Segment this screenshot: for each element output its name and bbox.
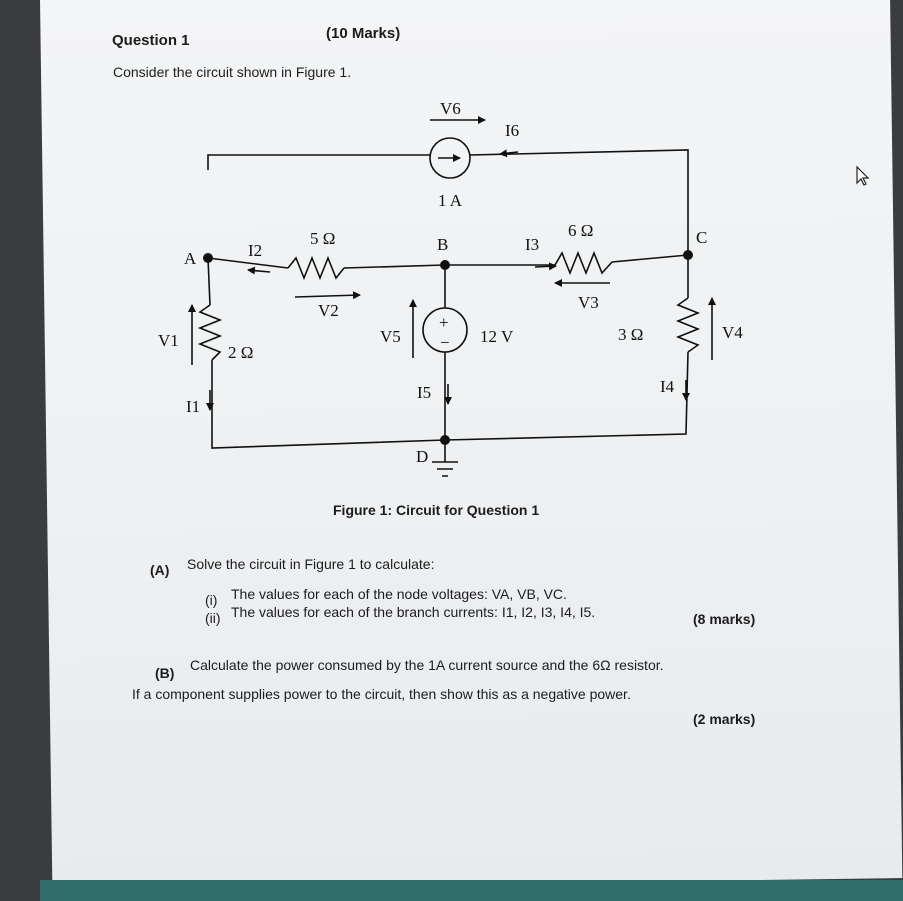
label-plus: + (439, 313, 449, 332)
label-node-d: D (416, 447, 429, 466)
part-a-ii-text: The values for each of the branch currents: I1, I2, I3, I4, I5. (231, 604, 596, 620)
label-v3: V3 (578, 293, 599, 312)
wire-r3-to-bottom (445, 352, 688, 440)
label-node-c: C (696, 228, 708, 247)
label-v5: V5 (380, 327, 401, 346)
label-i4: I4 (660, 377, 675, 396)
part-a-i-text: The values for each of the node voltages: VA, VB, VC. (231, 586, 567, 602)
label-i3: I3 (525, 235, 540, 254)
part-b-marks: (2 marks) (693, 711, 756, 727)
wire-r6-to-c (612, 255, 688, 262)
wire-a-to-r2 (208, 258, 210, 305)
resistor-3-ohm (678, 298, 698, 352)
label-r2: 2 Ω (228, 343, 254, 362)
mouse-pointer-icon (855, 165, 871, 187)
resistor-5-ohm (288, 258, 344, 278)
part-a-marks: (8 marks) (693, 611, 756, 627)
part-a-i-label: (i) (205, 592, 218, 608)
label-v6: V6 (440, 99, 461, 118)
question-title: Question 1 (112, 32, 190, 49)
figure-caption: Figure 1: Circuit for Question 1 (333, 502, 540, 518)
label-node-b: B (437, 235, 449, 254)
part-b-text: Calculate the power consumed by the 1A current source and the 6Ω resistor. (190, 657, 664, 673)
part-b-note: If a component supplies power to the circuit, then show this as a negative power. (132, 686, 631, 702)
label-r3: 3 Ω (618, 325, 644, 344)
label-i1: I1 (186, 397, 201, 416)
arrow-v2 (295, 295, 360, 297)
part-a-ii-label: (ii) (205, 610, 221, 626)
question-intro: Consider the circuit shown in Figure 1. (113, 64, 352, 80)
node-c-dot (683, 250, 693, 260)
label-r6: 6 Ω (568, 221, 594, 240)
node-d-dot (440, 435, 450, 445)
arrow-i2 (248, 270, 270, 272)
label-i6: I6 (505, 121, 520, 140)
part-a-text: Solve the circuit in Figure 1 to calculate: (187, 556, 435, 572)
question-marks: (10 Marks) (326, 25, 401, 42)
wire-r2-to-bottom (212, 360, 445, 448)
part-a-label: (A) (150, 562, 170, 578)
part-b-label: (B) (155, 665, 175, 681)
label-1a: 1 A (438, 191, 463, 210)
circuit-diagram (150, 90, 750, 500)
node-a-dot (203, 253, 213, 263)
node-b-dot (440, 260, 450, 270)
label-r5: 5 Ω (310, 229, 336, 248)
label-minus: − (440, 333, 450, 352)
label-v4: V4 (722, 323, 743, 342)
arrow-i3 (535, 266, 556, 267)
resistor-6-ohm (555, 253, 612, 273)
label-v2: V2 (318, 301, 339, 320)
wire-top-left (208, 155, 430, 170)
label-i5: I5 (417, 383, 432, 402)
ground-symbol (432, 462, 458, 476)
desk-edge (40, 880, 903, 901)
label-12v: 12 V (480, 327, 514, 346)
label-v1: V1 (158, 331, 179, 350)
resistor-2-ohm (200, 305, 220, 360)
wire-r5-to-b (344, 265, 445, 268)
label-node-a: A (184, 249, 197, 268)
label-i2: I2 (248, 241, 263, 260)
